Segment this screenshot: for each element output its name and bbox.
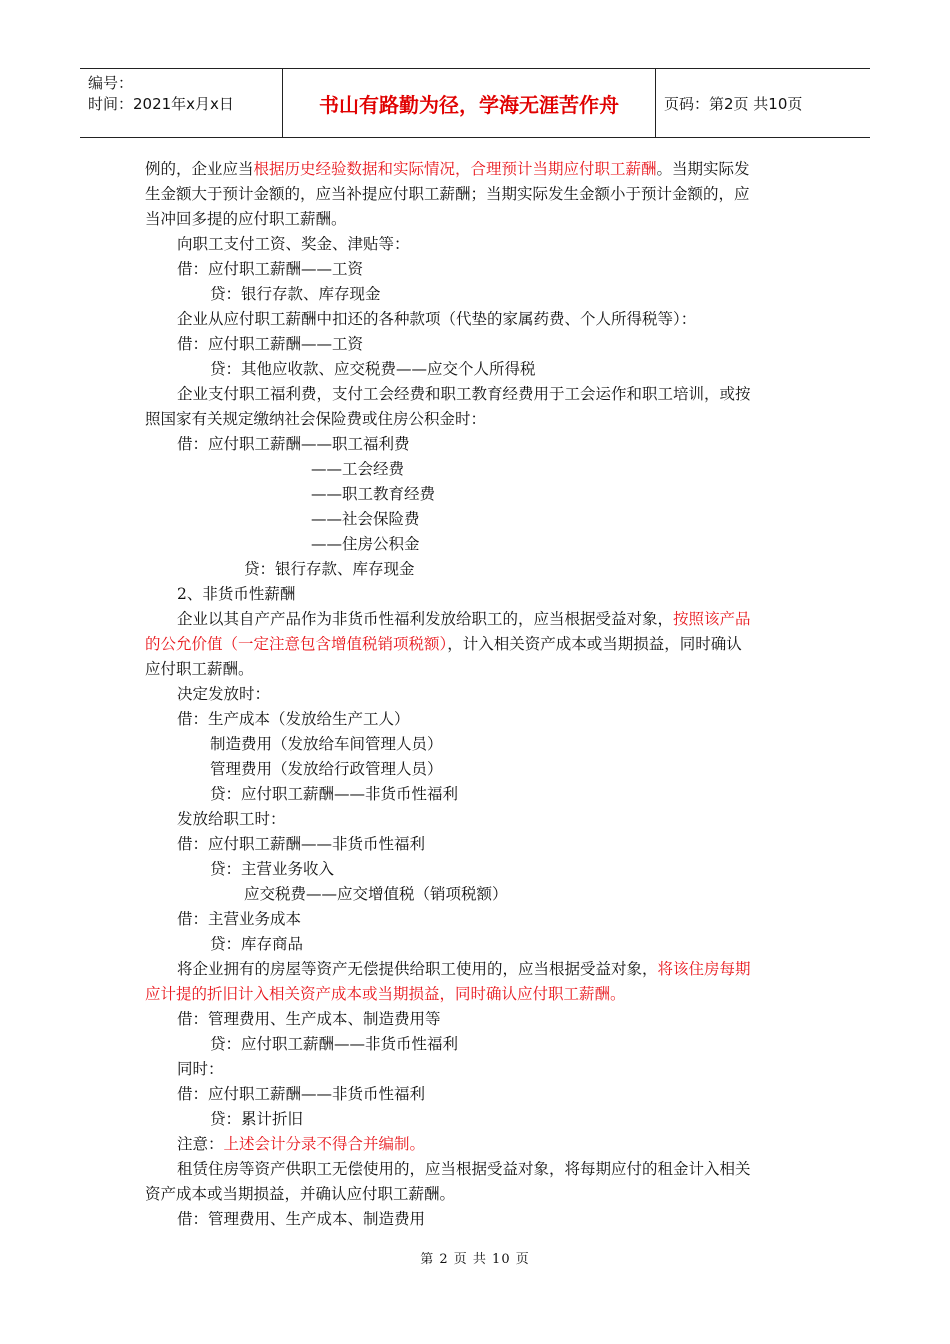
text-segment: 借：主营业务成本 [177, 910, 302, 928]
text-line [145, 257, 810, 282]
text-line [145, 1057, 810, 1082]
text-segment: 应付职工薪酬。 [145, 660, 254, 678]
text-line [145, 282, 810, 307]
text-segment: 租赁住房等资产供职工无偿使用的，应当根据受益对象，将每期应付的租金计入相关 [177, 1160, 751, 1178]
text-segment: ——工会经费 [311, 460, 405, 478]
text-line [145, 457, 810, 482]
text-line [145, 407, 810, 432]
highlighted-text: 应计提的折旧计入相关资产成本或当期损益，同时确认应付职工薪酬。 [145, 985, 626, 1003]
text-line [145, 332, 810, 357]
highlighted-text: 上述会计分录不得合并编制。 [223, 1135, 426, 1153]
number-label: 编号： [88, 74, 134, 92]
text-line [145, 1132, 810, 1157]
text-segment: 借：应付职工薪酬——非货币性福利 [177, 835, 426, 853]
text-line [145, 1207, 810, 1232]
text-segment: ，计入相关资产成本或当期损益，同时确认 [447, 635, 742, 653]
text-line [145, 507, 810, 532]
text-line [145, 232, 810, 257]
header-motto: 书山有路勤为径，学海无涯苦作舟 [283, 69, 656, 137]
text-segment: 贷：累计折旧 [210, 1110, 304, 1128]
text-line [145, 1107, 810, 1132]
text-segment: 当冲回多提的应付职工薪酬。 [145, 210, 347, 228]
text-segment: 借：应付职工薪酬——职工福利费 [177, 435, 410, 453]
text-segment: 借：管理费用、生产成本、制造费用 [177, 1210, 426, 1228]
text-segment: ——住房公积金 [311, 535, 420, 553]
highlighted-text: 将该住房每期 [657, 960, 751, 978]
text-segment: 照国家有关规定缴纳社会保险费或住房公积金时： [145, 410, 487, 428]
text-segment: 贷：应付职工薪酬——非货币性福利 [210, 1035, 459, 1053]
text-line [145, 982, 810, 1007]
highlighted-text: 按照该产品 [673, 610, 751, 628]
page-header [80, 68, 870, 138]
text-line [145, 657, 810, 682]
text-segment: 注意： [177, 1135, 224, 1153]
text-segment: 管理费用（发放给行政管理人员） [210, 760, 443, 778]
text-line [145, 1032, 810, 1057]
text-segment: 生金额大于预计金额的，应当补提应付职工薪酬；当期实际发生金额小于预计金额的，应 [145, 185, 750, 203]
text-line [145, 807, 810, 832]
text-line [145, 632, 810, 657]
text-segment: ——社会保险费 [311, 510, 420, 528]
text-segment: ——职工教育经费 [311, 485, 436, 503]
text-line [145, 482, 810, 507]
text-line [145, 857, 810, 882]
text-segment: 企业支付职工福利费，支付工会经费和职工教育经费用于工会运作和职工培训，或按 [177, 385, 751, 403]
text-segment: 借：生产成本（发放给生产工人） [177, 710, 410, 728]
highlighted-text: 根据历史经验数据和实际情况，合理预计当期应付职工薪酬 [253, 160, 657, 178]
text-line [145, 682, 810, 707]
text-segment: 贷：主营业务收入 [210, 860, 335, 878]
text-segment: 制造费用（发放给车间管理人员） [210, 735, 443, 753]
text-line [145, 157, 810, 182]
text-segment: 借：应付职工薪酬——非货币性福利 [177, 1085, 426, 1103]
document-body [145, 157, 810, 1232]
text-segment: 应交税费——应交增值税（销项税额） [244, 885, 508, 903]
text-segment: 2、非货币性薪酬 [177, 585, 296, 603]
text-segment: 例的，企业应当 [145, 160, 254, 178]
text-line [145, 1157, 810, 1182]
text-line [145, 757, 810, 782]
header-page-info: 页码：第2页 共10页 [664, 94, 803, 113]
text-line [145, 307, 810, 332]
text-segment: 资产成本或当期损益，并确认应付职工薪酬。 [145, 1185, 456, 1203]
text-line [145, 932, 810, 957]
text-line [145, 182, 810, 207]
text-line [145, 607, 810, 632]
text-segment: 借：应付职工薪酬——工资 [177, 335, 364, 353]
text-line [145, 907, 810, 932]
text-segment: 同时： [177, 1060, 224, 1078]
text-segment: 向职工支付工资、奖金、津贴等： [177, 235, 410, 253]
text-line [145, 557, 810, 582]
text-line [145, 207, 810, 232]
text-line [145, 382, 810, 407]
text-segment: 决定发放时： [177, 685, 271, 703]
text-line [145, 732, 810, 757]
text-segment: 贷：其他应收款、应交税费——应交个人所得税 [210, 360, 536, 378]
text-segment: 贷：银行存款、库存现金 [244, 560, 415, 578]
text-line [145, 1182, 810, 1207]
time-label: 时间：2021年x月x日 [88, 95, 234, 113]
text-line [145, 582, 810, 607]
text-segment: 贷：库存商品 [210, 935, 304, 953]
text-line [145, 1082, 810, 1107]
text-segment: 企业以其自产产品作为非货币性福利发放给职工的，应当根据受益对象， [177, 610, 674, 628]
text-segment: 发放给职工时： [177, 810, 286, 828]
text-segment: 贷：应付职工薪酬——非货币性福利 [210, 785, 459, 803]
text-line [145, 707, 810, 732]
text-line [145, 882, 810, 907]
header-meta [80, 69, 283, 137]
page-footer: 第 2 页 共 10 页 [420, 1252, 530, 1267]
text-segment: 。当期实际发 [656, 160, 750, 178]
text-segment: 贷：银行存款、库存现金 [210, 285, 381, 303]
text-line [145, 432, 810, 457]
text-line [145, 832, 810, 857]
text-segment: 将企业拥有的房屋等资产无偿提供给职工使用的，应当根据受益对象， [177, 960, 658, 978]
text-segment: 借：管理费用、生产成本、制造费用等 [177, 1010, 441, 1028]
text-segment: 企业从应付职工薪酬中扣还的各种款项（代垫的家属药费、个人所得税等）： [177, 310, 697, 328]
highlighted-text: 的公允价值（一定注意包含增值税销项税额） [145, 635, 448, 653]
text-segment: 借：应付职工薪酬——工资 [177, 260, 364, 278]
text-line [145, 957, 810, 982]
text-line [145, 357, 810, 382]
text-line [145, 532, 810, 557]
text-line [145, 782, 810, 807]
text-line [145, 1007, 810, 1032]
